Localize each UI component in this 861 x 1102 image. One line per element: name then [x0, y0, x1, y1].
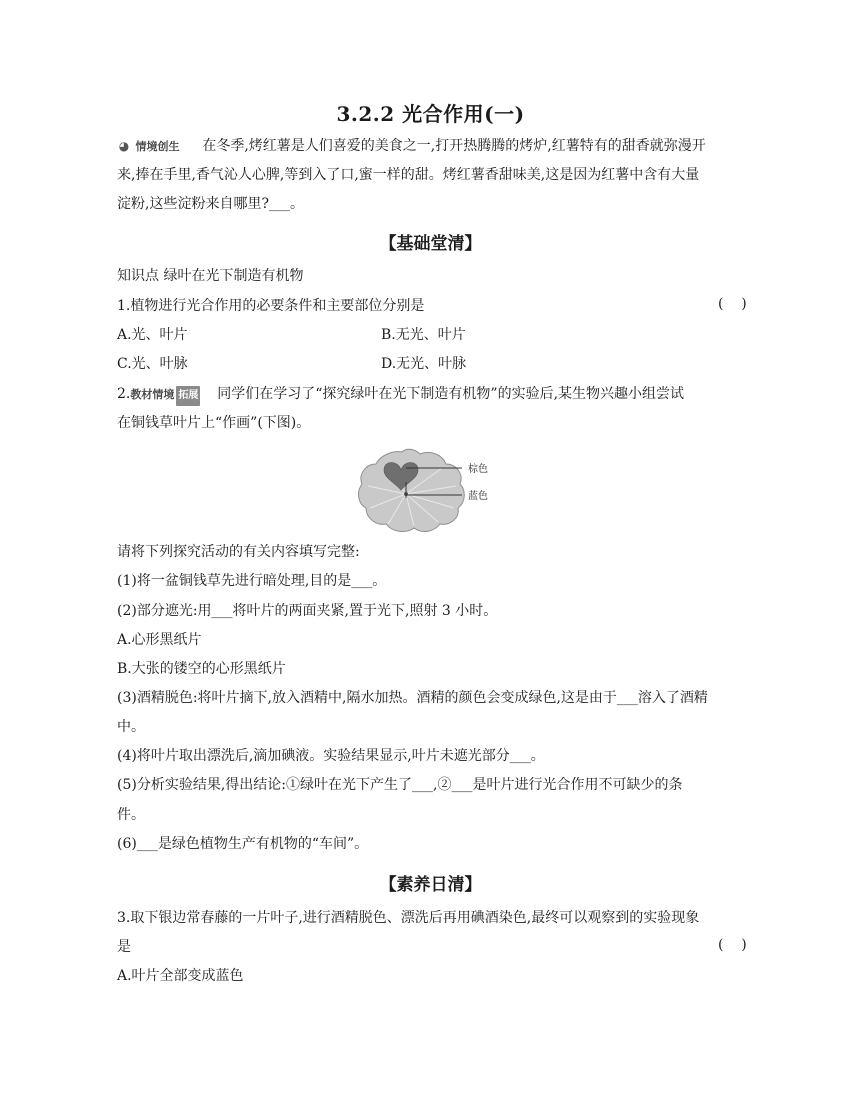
q2-sub-5-line-1: (5)分析实验结果,得出结论:①绿叶在光下产生了___,②___是叶片进行光合作用不可缺少的条: [117, 777, 683, 793]
q3-line-2: 是: [117, 939, 131, 955]
q2-text-1: 同学们在学习了“探究绿叶在光下制造有机物”的实验后,某生物兴趣小组尝试: [217, 386, 685, 402]
q2-sub-2: (2)部分遮光:用___将叶片的两面夹紧,置于光下,照射 3 小时。: [117, 603, 498, 619]
q2-sub-4: (4)将叶片取出漂洗后,滴加碘液。实验结果显示,叶片未遮光部分___。: [117, 748, 545, 764]
lightbulb-icon: ◕: [118, 139, 130, 153]
leaf-figure: [354, 446, 504, 540]
pennywort-leaf-illustration: [354, 446, 504, 536]
knowledge-point: 知识点 绿叶在光下制造有机物: [117, 268, 304, 284]
q1-stem: 1.植物进行光合作用的必要条件和主要部位分别是: [117, 298, 425, 314]
intro-line-2: 来,捧在手里,香气沁人心脾,等到入了口,蜜一样的甜。烤红薯香甜味美,这是因为红薯中含有大量: [117, 167, 700, 183]
section-heading-basic: 【基础堂清】: [379, 234, 482, 254]
q1-option-a: A.光、叶片: [117, 327, 188, 343]
page-title: 3.2.2 光合作用(一): [336, 102, 525, 126]
q2-line-1: [117, 384, 684, 406]
q2-tag-extend: 拓展: [176, 386, 200, 406]
q2-sub-3-line-2: 中。: [117, 719, 145, 735]
q2-sub-2-option-a: A.心形黑纸片: [117, 632, 202, 648]
intro-tag: 情境创生: [135, 140, 180, 153]
q2-instruction: 请将下列探究活动的有关内容填写完整:: [117, 544, 360, 560]
q1-option-c: C.光、叶脉: [117, 356, 188, 372]
intro-line-1: [117, 136, 706, 157]
q2-sub-1: (1)将一盆铜钱草先进行暗处理,目的是___。: [117, 573, 387, 589]
q1-answer-paren: ( ): [718, 296, 747, 312]
q2-sub-2-option-b: B.大张的镂空的心形黑纸片: [117, 661, 286, 677]
section-heading-literacy: 【素养日清】: [379, 875, 482, 895]
q2-line-2: 在铜钱草叶片上“作画”(下图)。: [117, 415, 311, 431]
label-blue: 蓝色: [468, 491, 488, 502]
q1-option-d: D.无光、叶脉: [381, 356, 467, 372]
q2-sub-6: (6)___是绿色植物生产有机物的“车间”。: [117, 836, 369, 852]
intro-text-1: 在冬季,烤红薯是人们喜爱的美食之一,打开热腾腾的烤炉,红薯特有的甜香就弥漫开: [202, 138, 706, 154]
q2-sub-3-line-1: (3)酒精脱色:将叶片摘下,放入酒精中,隔水加热。酒精的颜色会变成绿色,这是由于___溶入了酒精: [117, 690, 708, 706]
q2-number: 2.: [117, 386, 131, 402]
q3-answer-paren: ( ): [718, 937, 747, 953]
q3-option-a: A.叶片全部变成蓝色: [117, 968, 244, 984]
label-brown: 棕色: [468, 464, 488, 475]
intro-line-3: 淀粉,这些淀粉来自哪里?___。: [117, 196, 304, 212]
q1-option-b: B.无光、叶片: [381, 327, 466, 343]
q3-line-1: 3.取下银边常春藤的一片叶子,进行酒精脱色、漂洗后再用碘酒染色,最终可以观察到的实验现象: [117, 910, 700, 926]
q2-sub-5-line-2: 件。: [117, 807, 145, 823]
q2-tag-textbook: 教材情境: [130, 388, 175, 401]
